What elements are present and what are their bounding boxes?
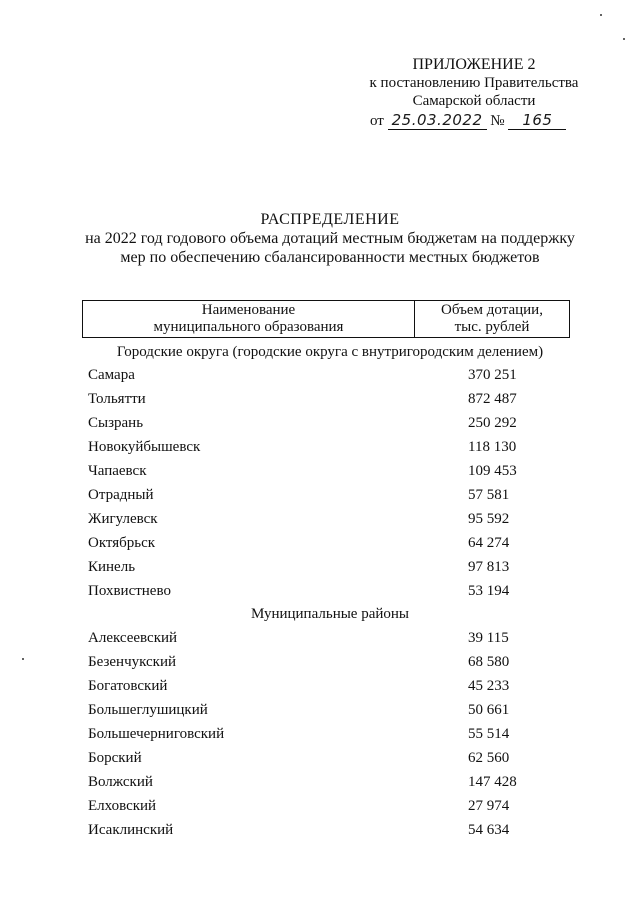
handwritten-date: 25.03.2022	[388, 111, 487, 130]
row-value: 147 428	[468, 774, 517, 790]
table-header	[82, 300, 570, 338]
row-value: 27 974	[468, 798, 510, 814]
header-col-name-line1: Наименование	[201, 302, 296, 318]
header-col-value-line1: Объем дотации,	[441, 302, 543, 318]
row-name: Большечерниговский	[88, 726, 225, 742]
appendix-heading: ПРИЛОЖЕНИЕ 2	[412, 56, 536, 73]
row-value: 54 634	[468, 822, 510, 838]
row-value: 39 115	[468, 630, 509, 646]
scan-speck	[623, 38, 625, 40]
row-name: Алексеевский	[88, 630, 178, 646]
header-col-name	[83, 301, 415, 337]
row-name: Отрадный	[88, 487, 154, 503]
document-title	[40, 210, 620, 267]
row-value: 50 661	[468, 702, 510, 718]
row-value: 45 233	[468, 678, 510, 694]
row-value: 109 453	[468, 463, 517, 479]
row-value: 53 194	[468, 583, 510, 599]
row-value: 872 487	[468, 391, 517, 407]
row-name: Самара	[88, 367, 135, 383]
title-line-2: мер по обеспечению сбалансированности местных бюджетов	[120, 249, 540, 266]
header-col-value-line2: тыс. рублей	[454, 319, 530, 335]
row-value: 64 274	[468, 535, 510, 551]
section-title-municipal-districts: Муниципальные районы	[250, 606, 410, 622]
row-name: Похвистнево	[88, 583, 171, 599]
row-name: Исаклинский	[88, 822, 174, 838]
row-name: Чапаевск	[88, 463, 147, 479]
title-main: РАСПРЕДЕЛЕНИЕ	[260, 211, 400, 228]
row-value: 118 130	[468, 439, 517, 455]
row-name: Жигулевск	[88, 511, 158, 527]
appendix-line-1: к постановлению Правительства	[369, 75, 579, 91]
row-name: Октябрьск	[88, 535, 156, 551]
section-title-city-districts: Городские округа (городские округа с внутригородским делением)	[116, 344, 544, 360]
appendix-block	[340, 56, 608, 110]
row-name: Сызрань	[88, 415, 144, 431]
row-value: 95 592	[468, 511, 510, 527]
appendix-date-line	[370, 111, 566, 130]
header-col-value	[415, 301, 569, 337]
number-label: №	[490, 113, 505, 129]
handwritten-number: 165	[508, 111, 566, 130]
scan-speck	[600, 14, 602, 16]
row-name: Тольятти	[88, 391, 146, 407]
row-value: 370 251	[468, 367, 517, 383]
row-name: Кинель	[88, 559, 136, 575]
row-name: Богатовский	[88, 678, 168, 694]
scan-speck	[22, 658, 24, 660]
row-name: Елховский	[88, 798, 157, 814]
row-name: Большеглушицкий	[88, 702, 208, 718]
row-name: Новокуйбышевск	[88, 439, 201, 455]
header-col-name-line2: муниципального образования	[153, 319, 344, 335]
row-value: 55 514	[468, 726, 510, 742]
row-value: 68 580	[468, 654, 510, 670]
appendix-line-2: Самарской области	[412, 93, 536, 109]
row-name: Волжский	[88, 774, 153, 790]
row-value: 97 813	[468, 559, 510, 575]
row-name: Безенчукский	[88, 654, 177, 670]
row-name: Борский	[88, 750, 142, 766]
title-line-1: на 2022 год годового объема дотаций местным бюджетам на поддержку	[85, 230, 575, 247]
date-prefix: от	[370, 113, 384, 129]
row-value: 250 292	[468, 415, 517, 431]
row-value: 62 560	[468, 750, 510, 766]
row-value: 57 581	[468, 487, 510, 503]
